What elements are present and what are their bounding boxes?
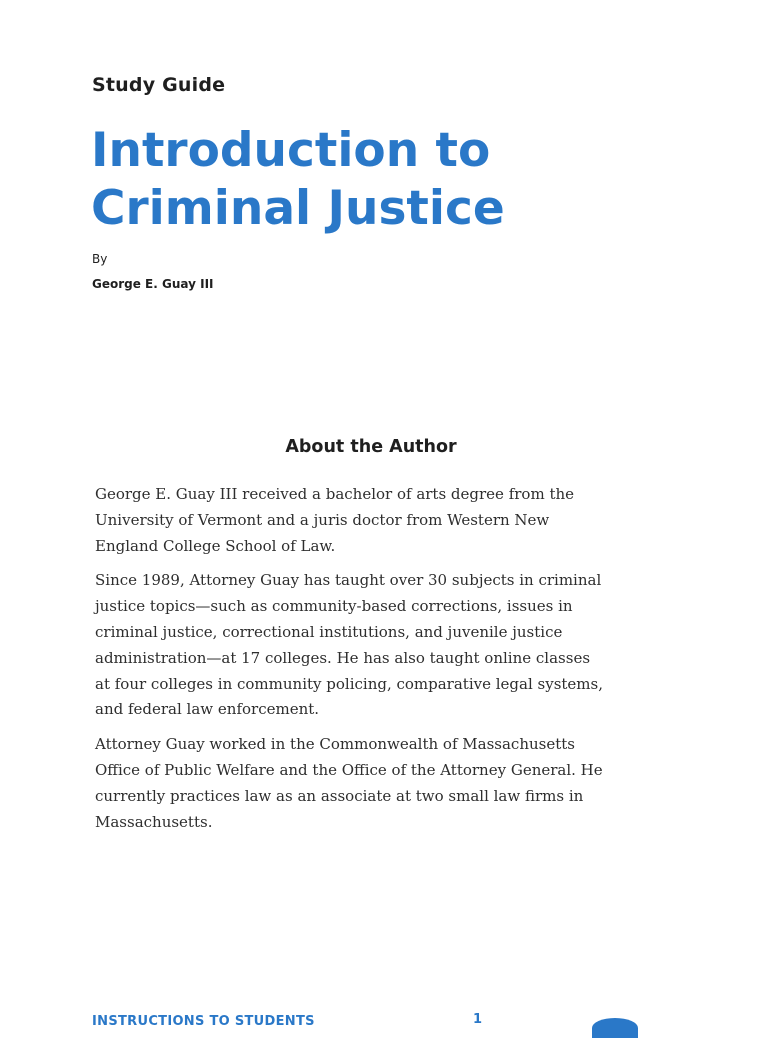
bio-line: England College School of Law. [95,536,336,555]
bio-line: at four colleges in community policing, comparative legal systems, [95,674,603,693]
byline-label: By [92,252,108,266]
author-name: George E. Guay III [92,277,214,291]
bio-line: Since 1989, Attorney Guay has taught over 30 subjects in criminal [95,571,602,590]
document-title [91,122,711,238]
about-author-heading: About the Author [285,437,457,457]
page-number: 1 [473,1012,483,1027]
bio-line: justice topics—such as community-based corrections, issues in [95,597,573,616]
title-line: Criminal Justice [91,181,505,236]
bio-line: currently practices law as an associate at two small law firms in [95,786,584,805]
bio-line: George E. Guay III received a bachelor of arts degree from the [95,485,575,503]
title-line: Introduction to [91,123,491,178]
bio-line: and federal law enforcement. [95,700,320,719]
bio-line: University of Vermont and a juris doctor from Western New [95,510,550,529]
bio-line: Office of Public Welfare and the Office of the Attorney General. He [95,760,603,779]
bio-line: Massachusetts. [95,812,213,831]
footer-section-label: INSTRUCTIONS TO STUDENTS [92,1014,315,1029]
author-bio [95,482,655,844]
bio-line: criminal justice, correctional institutions, and juvenile justice [95,622,563,641]
bio-paragraph [95,568,655,723]
bio-paragraph [95,732,655,835]
bio-paragraph [95,482,655,559]
study-guide-label: Study Guide [92,74,226,96]
bio-line: administration—at 17 colleges. He has also taught online classes [95,648,591,667]
publisher-logo-icon [592,1018,638,1038]
bio-line: Attorney Guay worked in the Commonwealth of Massachusetts [95,735,575,754]
